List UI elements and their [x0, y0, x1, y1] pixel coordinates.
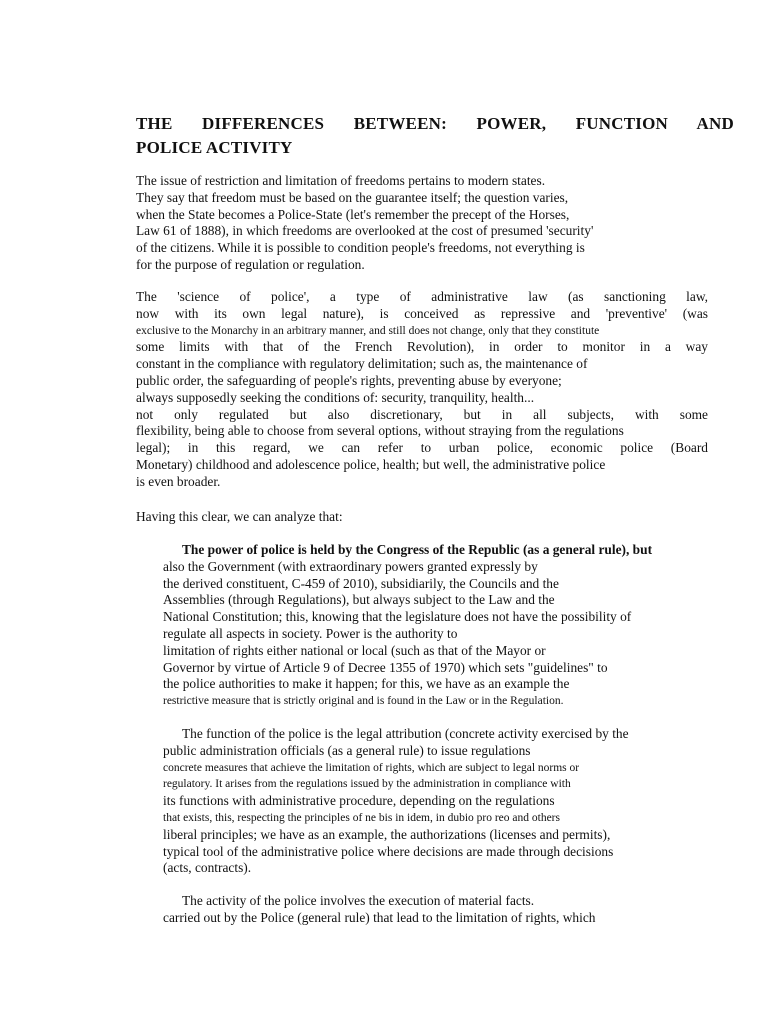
- paragraph-line: exclusive to the Monarchy in an arbitrary manner, and still does not change, only that they constitute: [136, 324, 600, 337]
- bullet-line: National Constitution; this, knowing that the legislature does not have the possibility of: [163, 609, 632, 625]
- paragraph-line: Monetary) childhood and adolescence police, health; but well, the administrative police: [136, 456, 606, 472]
- paragraph-line: public order, the safeguarding of people's rights, preventing abuse by everyone;: [136, 372, 562, 388]
- bullet-line: liberal principles; we have as an example, the authorizations (licenses and permits),: [163, 826, 611, 842]
- bullet-body: [163, 893, 736, 927]
- bullet-line: typical tool of the administrative police where decisions are made through decisions: [163, 843, 614, 859]
- title-line-2: POLICE ACTIVITY: [136, 138, 293, 157]
- bullet-line: regulatory. It arises from the regulations issued by the administration in compliance with: [163, 778, 571, 791]
- bullet-line: also the Government (with extraordinary powers granted expressly by: [163, 558, 538, 574]
- bullet-line: public administration officials (as a general rule) to issue regulations: [163, 742, 531, 758]
- bullet-first-line: The power of police is held by the Congress of the Republic (as a general rule), but: [182, 542, 653, 557]
- paragraph-line: constant in the compliance with regulatory delimitation; such as, the maintenance of: [136, 356, 588, 372]
- paragraph-analyze: [136, 509, 716, 526]
- paragraph-line: Having this clear, we can analyze that:: [136, 509, 343, 524]
- bullet-line: the derived constituent, C-459 of 2010), subsidiarily, the Councils and the: [163, 575, 559, 591]
- paragraph-line: is even broader.: [136, 473, 221, 489]
- paragraph-line: some limits with that of the French Revolution), in order to monitor in a way: [136, 339, 708, 355]
- paragraph-line: flexibility, being able to choose from several options, without straying from the regulations: [136, 423, 624, 439]
- bullet-line: carried out by the Police (general rule) that lead to the limitation of rights, which: [163, 909, 596, 925]
- bullet-line: that exists, this, respecting the principles of ne bis in idem, in dubio pro reo and others: [163, 811, 560, 824]
- paragraph-line: Law 61 of 1888), in which freedoms are overlooked at the cost of presumed 'security': [136, 223, 594, 239]
- bullet-first-line: The function of the police is the legal attribution (concrete activity exercised by the: [182, 726, 629, 741]
- document-title: [136, 112, 734, 160]
- bullet-first-line: The activity of the police involves the execution of material facts.: [182, 893, 535, 908]
- paragraph-line: for the purpose of regulation or regulation.: [136, 256, 365, 272]
- paragraph-line: They say that freedom must be based on the guarantee itself; the question varies,: [136, 189, 569, 205]
- paragraph-line: when the State becomes a Police-State (let's remember the precept of the Horses,: [136, 206, 570, 222]
- paragraph-line: The 'science of police', a type of administrative law (as sanctioning law,: [136, 289, 708, 304]
- bullet-body: [163, 726, 736, 877]
- paragraph-line: always supposedly seeking the conditions of: security, tranquility, health...: [136, 389, 535, 405]
- bullet-line: concrete measures that achieve the limitation of rights, which are subject to legal norms or: [163, 761, 580, 774]
- bullet-line: (acts, contracts).: [163, 860, 252, 876]
- bullet-line: restrictive measure that is strictly original and is found in the Law or in the Regulation.: [163, 695, 564, 708]
- title-line-1: THE DIFFERENCES BETWEEN: POWER, FUNCTION AND: [136, 114, 734, 133]
- bullet-body: [163, 542, 736, 710]
- paragraph-line: now with its own legal nature), is conceived as repressive and 'preventive' (was: [136, 305, 708, 321]
- bullet-line: the police authorities to make it happen; for this, we have as an example the: [163, 676, 570, 692]
- bullet-line: Governor by virtue of Article 9 of Decree 1355 of 1970) which sets "guidelines" to: [163, 659, 608, 675]
- paragraph-line: The issue of restriction and limitation of freedoms pertains to modern states.: [136, 173, 546, 188]
- paragraph-line: legal); in this regard, we can refer to urban police, economic police (Board: [136, 440, 708, 456]
- paragraph-line: of the citizens. While it is possible to condition people's freedoms, not everything is: [136, 240, 585, 256]
- bullet-line: its functions with administrative procedure, depending on the regulations: [163, 793, 555, 809]
- bullet-line: Assemblies (through Regulations), but always subject to the Law and the: [163, 592, 555, 608]
- bullet-line: regulate all aspects in society. Power is the authority to: [163, 625, 458, 641]
- bullet-line: limitation of rights either national or local (such as that of the Mayor or: [163, 642, 546, 658]
- paragraph-intro: [136, 173, 716, 274]
- paragraph-science-of-police: [136, 289, 708, 491]
- paragraph-line: not only regulated but also discretionary, but in all subjects, with some: [136, 406, 708, 422]
